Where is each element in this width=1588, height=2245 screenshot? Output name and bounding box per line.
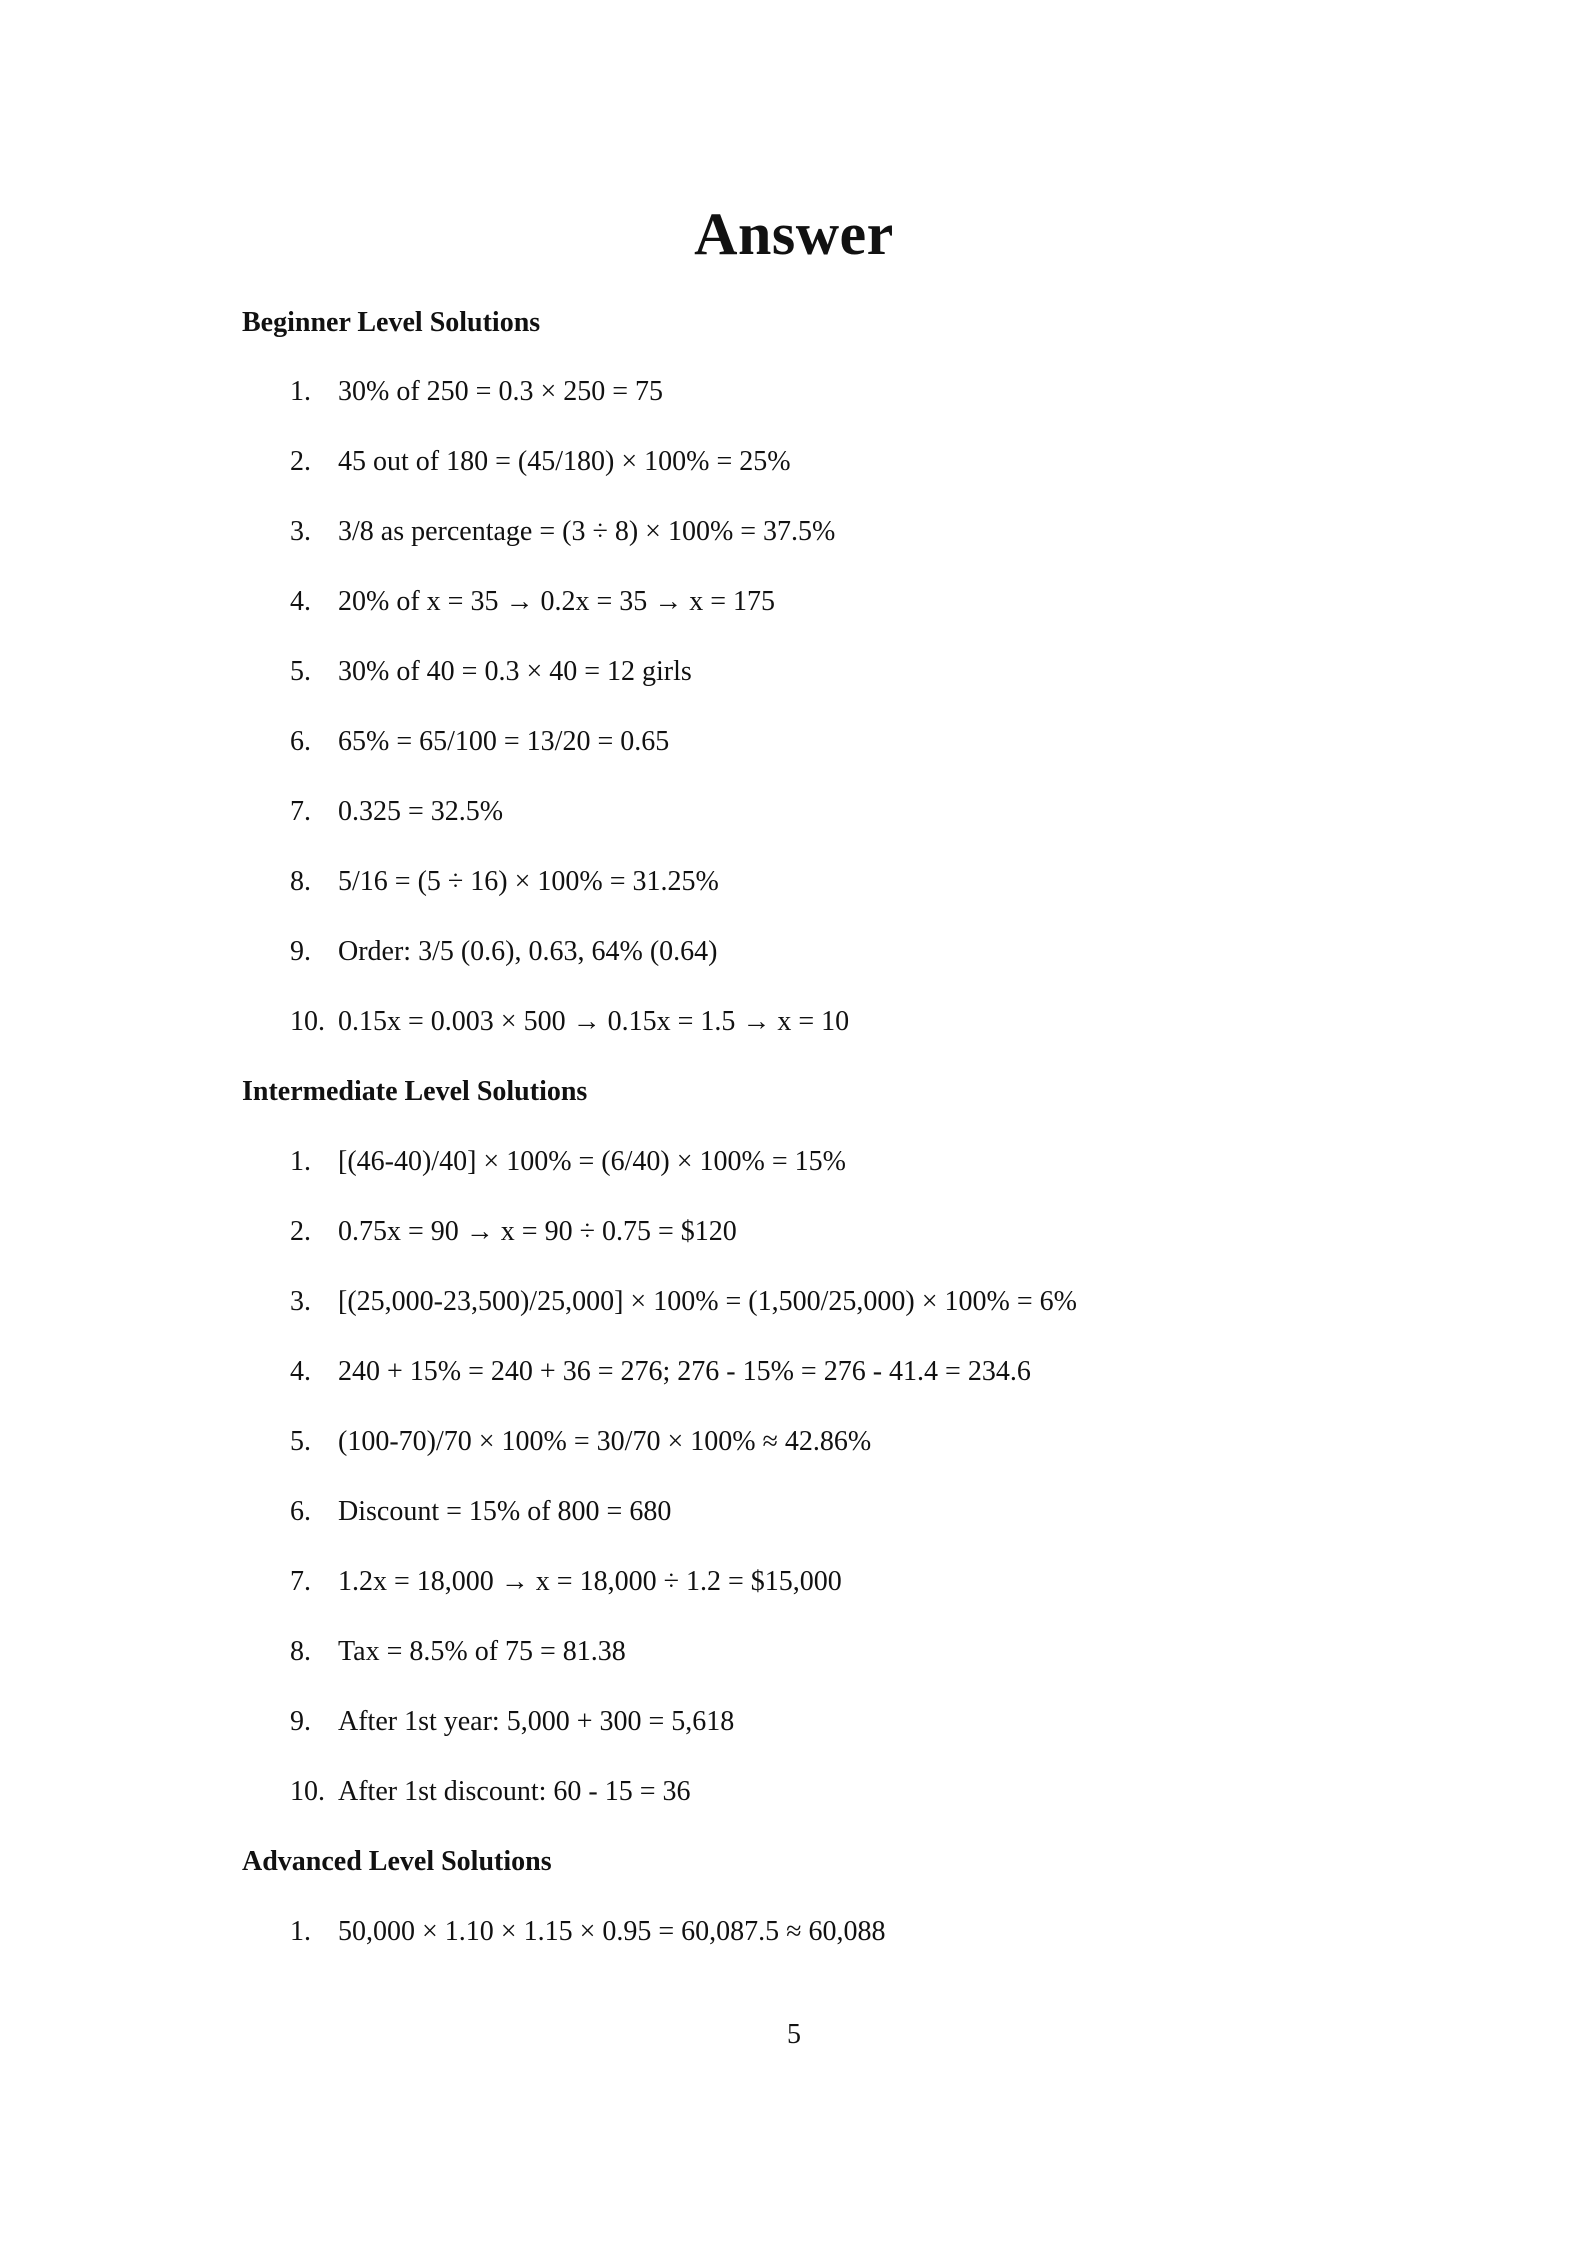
item-number: 6. [290,1496,311,1527]
item-number: 8. [290,1636,311,1667]
item-number: 6. [290,726,311,757]
item-number: 2. [290,446,311,477]
item-number: 5. [290,656,311,687]
item-number: 10. [290,1776,325,1807]
list-item [290,1355,1031,1389]
section-heading-advanced: Advanced Level Solutions [242,1846,552,1877]
section-heading-intermediate: Intermediate Level Solutions [242,1076,588,1107]
list-item [290,585,775,619]
list-item [290,1005,849,1039]
item-text: 30% of 250 = 0.3 × 250 = 75 [338,376,664,407]
list-item [290,935,717,969]
list-item [290,655,692,689]
item-text: (100-70)/70 × 100% = 30/70 × 100% ≈ 42.86% [338,1426,872,1457]
list-item [290,1425,871,1459]
list-item [290,1635,626,1669]
item-text: 30% of 40 = 0.3 × 40 = 12 girls [338,656,692,687]
item-text: 5/16 = (5 ÷ 16) × 100% = 31.25% [338,866,719,897]
item-number: 1. [290,1146,311,1177]
item-number: 9. [290,936,311,967]
list-item [290,1565,842,1599]
item-number: 3. [290,1286,311,1317]
list-item [290,1915,886,1949]
item-number: 9. [290,1706,311,1737]
list-item [290,865,719,899]
list-item [290,1285,1077,1319]
item-number: 2. [290,1216,311,1247]
item-text: 45 out of 180 = (45/180) × 100% = 25% [338,446,791,477]
item-text: After 1st year: 5,000 + 300 = 5,618 [338,1706,735,1737]
page-number: 5 [787,2019,801,2050]
item-text: 3/8 as percentage = (3 ÷ 8) × 100% = 37.5% [338,516,836,547]
list-item [290,1705,734,1739]
item-text: 0.15x = 0.003 × 500 → 0.15x = 1.5 → x = 10 [338,1006,850,1037]
list-item [290,1145,846,1179]
item-number: 8. [290,866,311,897]
page-title: Answer [694,201,894,267]
list-item [290,445,791,479]
item-text: 0.75x = 90 → x = 90 ÷ 0.75 = $120 [338,1216,737,1247]
item-text: 50,000 × 1.10 × 1.15 × 0.95 = 60,087.5 ≈ 60,088 [338,1916,886,1947]
list-item [290,375,663,409]
item-number: 7. [290,1566,311,1597]
item-text: Tax = 8.5% of 75 = 81.38 [338,1636,626,1667]
item-text: 240 + 15% = 240 + 36 = 276; 276 - 15% = 276 - 41.4 = 234.6 [338,1356,1031,1387]
item-number: 7. [290,796,311,827]
list-item [290,1775,691,1809]
item-text: Order: 3/5 (0.6), 0.63, 64% (0.64) [338,936,718,967]
item-text: 20% of x = 35 → 0.2x = 35 → x = 175 [338,586,776,617]
item-text: Discount = 15% of 800 = 680 [338,1496,672,1527]
item-text: [(46-40)/40] × 100% = (6/40) × 100% = 15% [338,1146,846,1177]
item-number: 1. [290,376,311,407]
item-number: 1. [290,1916,311,1947]
item-number: 4. [290,1356,311,1387]
item-text: 1.2x = 18,000 → x = 18,000 ÷ 1.2 = $15,000 [338,1566,842,1597]
list-item [290,1215,737,1249]
list-item [290,795,503,829]
item-text: 65% = 65/100 = 13/20 = 0.65 [338,726,670,757]
item-number: 3. [290,516,311,547]
item-number: 10. [290,1006,325,1037]
item-number: 4. [290,586,311,617]
list-item [290,725,669,759]
list-item [290,1495,671,1529]
item-number: 5. [290,1426,311,1457]
section-heading-beginner: Beginner Level Solutions [242,307,541,338]
item-text: 0.325 = 32.5% [338,796,504,827]
list-item [290,515,835,549]
item-text: [(25,000-23,500)/25,000] × 100% = (1,500/25,000) × 100% = 6% [338,1286,1077,1317]
item-text: After 1st discount: 60 - 15 = 36 [338,1776,691,1807]
